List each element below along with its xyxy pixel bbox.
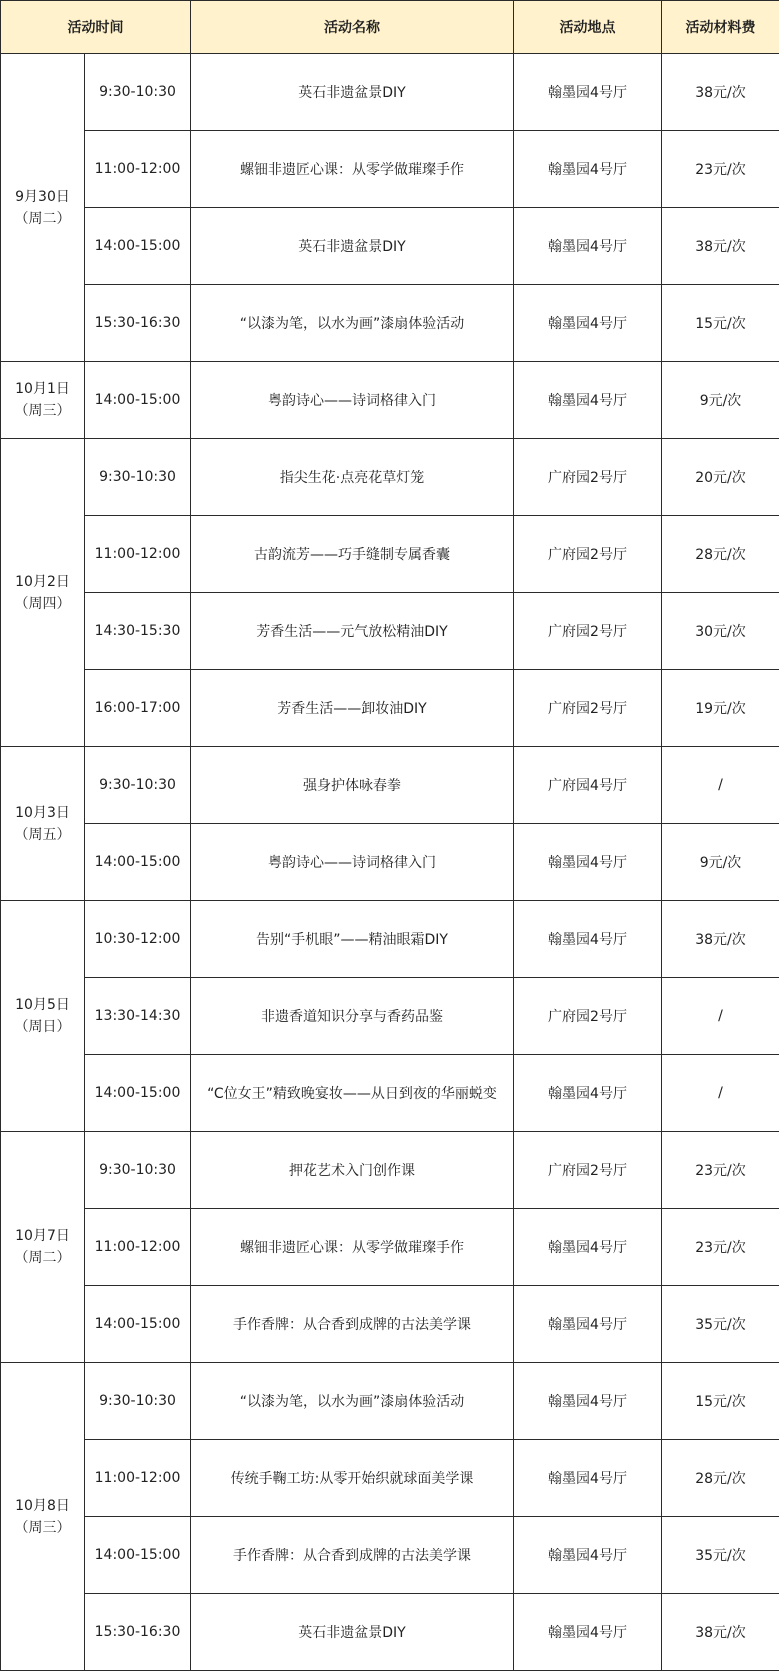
table-header-row [1,1,779,54]
location-cell: 广府园2号厅 [514,439,662,516]
activity-name-cell: “C位女王”精致晚宴妆——从日到夜的华丽蜕变 [191,1055,514,1132]
time-cell: 11:00-12:00 [85,131,191,208]
weekday-label: （周四） [14,595,71,612]
date-label: 10月3日 [15,804,70,821]
location-cell: 翰墨园4号厅 [514,131,662,208]
header-fee: 活动材料费 [662,1,779,54]
header-name: 活动名称 [191,1,514,54]
time-cell: 16:00-17:00 [85,670,191,747]
table-row [1,208,779,285]
fee-cell: 38元/次 [662,54,779,131]
date-label: 9月30日 [15,188,70,205]
fee-cell: 38元/次 [662,1594,779,1671]
date-cell [1,747,85,901]
table-row [1,1440,779,1517]
fee-cell: 23元/次 [662,131,779,208]
activity-name-cell: “以漆为笔，以水为画”漆扇体验活动 [191,285,514,362]
table-row [1,1517,779,1594]
time-cell: 9:30-10:30 [85,1132,191,1209]
fee-cell: / [662,1055,779,1132]
date-label: 10月2日 [15,573,70,590]
fee-cell: 28元/次 [662,1440,779,1517]
table-row [1,1594,779,1671]
location-cell: 翰墨园4号厅 [514,285,662,362]
date-cell [1,362,85,439]
activity-name-cell: 指尖生花·点亮花草灯笼 [191,439,514,516]
fee-cell: 38元/次 [662,901,779,978]
time-cell: 14:00-15:00 [85,362,191,439]
fee-cell: 28元/次 [662,516,779,593]
activity-name-cell: 古韵流芳——巧手缝制专属香囊 [191,516,514,593]
time-cell: 10:30-12:00 [85,901,191,978]
fee-cell: 15元/次 [662,285,779,362]
fee-cell: 20元/次 [662,439,779,516]
activity-name-cell: 粤韵诗心——诗词格律入门 [191,824,514,901]
location-cell: 翰墨园4号厅 [514,1440,662,1517]
table-row [1,901,779,978]
fee-cell: 30元/次 [662,593,779,670]
time-cell: 15:30-16:30 [85,1594,191,1671]
activity-name-cell: “以漆为笔，以水为画”漆扇体验活动 [191,1363,514,1440]
activity-name-cell: 芳香生活——元气放松精油DIY [191,593,514,670]
time-cell: 14:00-15:00 [85,208,191,285]
schedule-body [1,54,779,1671]
weekday-label: （周三） [14,403,71,419]
date-label: 10月1日 [15,381,70,397]
activity-name-cell: 押花艺术入门创作课 [191,1132,514,1209]
fee-cell: 9元/次 [662,824,779,901]
table-row [1,978,779,1055]
location-cell: 翰墨园4号厅 [514,208,662,285]
table-row [1,362,779,439]
weekday-label: （周五） [14,826,71,843]
location-cell: 翰墨园4号厅 [514,824,662,901]
weekday-label: （周二） [14,210,71,227]
time-cell: 15:30-16:30 [85,285,191,362]
time-cell: 11:00-12:00 [85,1209,191,1286]
location-cell: 翰墨园4号厅 [514,54,662,131]
activity-name-cell: 粤韵诗心——诗词格律入门 [191,362,514,439]
fee-cell: / [662,747,779,824]
table-row [1,285,779,362]
location-cell: 翰墨园4号厅 [514,1055,662,1132]
header-time: 活动时间 [1,1,191,54]
date-cell [1,1363,85,1671]
time-cell: 9:30-10:30 [85,439,191,516]
table-row [1,747,779,824]
table-row [1,593,779,670]
location-cell: 翰墨园4号厅 [514,1363,662,1440]
activity-name-cell: 传统手鞠工坊:从零开始织就球面美学课 [191,1440,514,1517]
table-row [1,1363,779,1440]
date-cell [1,1132,85,1363]
activity-name-cell: 螺钿非遗匠心课：从零学做璀璨手作 [191,131,514,208]
activity-name-cell: 英石非遗盆景DIY [191,1594,514,1671]
activity-name-cell: 螺钿非遗匠心课：从零学做璀璨手作 [191,1209,514,1286]
time-cell: 14:00-15:00 [85,1055,191,1132]
time-cell: 14:00-15:00 [85,824,191,901]
location-cell: 广府园2号厅 [514,1132,662,1209]
weekday-label: （周二） [14,1250,71,1266]
fee-cell: 23元/次 [662,1209,779,1286]
location-cell: 广府园4号厅 [514,747,662,824]
time-cell: 11:00-12:00 [85,516,191,593]
fee-cell: 19元/次 [662,670,779,747]
activity-name-cell: 非遗香道知识分享与香药品鉴 [191,978,514,1055]
fee-cell: 23元/次 [662,1132,779,1209]
fee-cell: / [662,978,779,1055]
time-cell: 13:30-14:30 [85,978,191,1055]
location-cell: 翰墨园4号厅 [514,1517,662,1594]
table-row [1,54,779,131]
date-cell [1,901,85,1132]
location-cell: 广府园2号厅 [514,516,662,593]
location-cell: 广府园2号厅 [514,978,662,1055]
time-cell: 14:00-15:00 [85,1286,191,1363]
location-cell: 广府园2号厅 [514,670,662,747]
time-cell: 11:00-12:00 [85,1440,191,1517]
activity-name-cell: 芳香生活——卸妆油DIY [191,670,514,747]
weekday-label: （周日） [14,1019,71,1035]
fee-cell: 35元/次 [662,1286,779,1363]
location-cell: 翰墨园4号厅 [514,1594,662,1671]
header-location: 活动地点 [514,1,662,54]
table-row [1,1055,779,1132]
table-row [1,1209,779,1286]
location-cell: 翰墨园4号厅 [514,1286,662,1363]
fee-cell: 35元/次 [662,1517,779,1594]
table-row [1,131,779,208]
activity-name-cell: 手作香牌：从合香到成牌的古法美学课 [191,1517,514,1594]
table-row [1,824,779,901]
weekday-label: （周三） [14,1519,71,1536]
location-cell: 翰墨园4号厅 [514,1209,662,1286]
activity-name-cell: 英石非遗盆景DIY [191,208,514,285]
activity-name-cell: 英石非遗盆景DIY [191,54,514,131]
location-cell: 翰墨园4号厅 [514,901,662,978]
date-label: 10月7日 [15,1228,70,1244]
table-row [1,1286,779,1363]
table-row [1,516,779,593]
activity-name-cell: 告别“手机眼”——精油眼霜DIY [191,901,514,978]
table-row [1,1132,779,1209]
time-cell: 9:30-10:30 [85,1363,191,1440]
fee-cell: 9元/次 [662,362,779,439]
time-cell: 9:30-10:30 [85,747,191,824]
location-cell: 广府园2号厅 [514,593,662,670]
activity-name-cell: 手作香牌：从合香到成牌的古法美学课 [191,1286,514,1363]
table-row [1,439,779,516]
time-cell: 14:30-15:30 [85,593,191,670]
fee-cell: 15元/次 [662,1363,779,1440]
location-cell: 翰墨园4号厅 [514,362,662,439]
date-label: 10月5日 [15,997,70,1013]
date-cell [1,54,85,362]
date-cell [1,439,85,747]
time-cell: 9:30-10:30 [85,54,191,131]
activity-name-cell: 强身护体咏春拳 [191,747,514,824]
date-label: 10月8日 [15,1497,70,1514]
table-row [1,670,779,747]
fee-cell: 38元/次 [662,208,779,285]
time-cell: 14:00-15:00 [85,1517,191,1594]
